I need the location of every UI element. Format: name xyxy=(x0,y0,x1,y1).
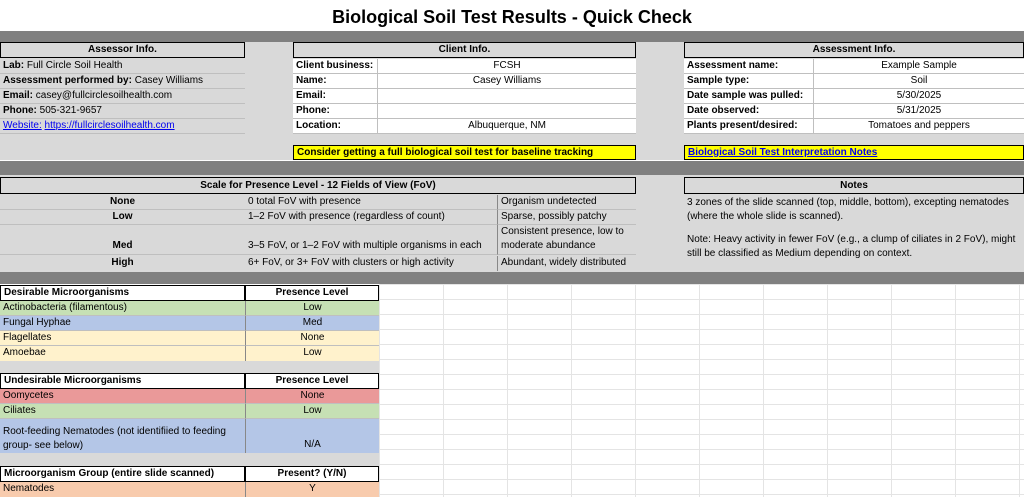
undesirable-level-ciliates[interactable]: Low xyxy=(245,404,379,419)
spacer-1 xyxy=(0,361,379,373)
client-phone-label: Phone: xyxy=(293,104,378,119)
notes-text-2: Note: Heavy activity in fewer FoV (e.g., a clump of ciliates in 2 FoV), might still be classified as Medium depending on context. xyxy=(687,234,1016,259)
assessor-phone-row xyxy=(0,104,245,119)
scale-level-none: None xyxy=(0,195,245,210)
empty-sheet-grid xyxy=(379,284,1024,497)
group-header: Microorganism Group (entire slide scanned) xyxy=(0,466,245,482)
desirable-row-fungal-hyphae: Fungal Hyphae xyxy=(0,316,245,331)
client-business-value[interactable]: FCSH xyxy=(378,59,636,74)
notes-text-1: 3 zones of the slide scanned (top, middle, bottom), excepting nematodes (where the whole slide is scanned). xyxy=(687,197,1009,222)
undesirable-level-header: Presence Level xyxy=(245,373,379,389)
desirable-level-flagellates[interactable]: None xyxy=(245,331,379,346)
assessor-lab-row xyxy=(0,59,245,74)
undesirable-level-root-nematodes[interactable]: N/A xyxy=(245,419,379,453)
notes-header: Notes xyxy=(684,177,1024,194)
assessment-type-label: Sample type: xyxy=(684,74,814,89)
scale-criteria-med: 3–5 FoV, or 1–2 FoV with multiple organisms in each xyxy=(245,225,497,255)
client-location-label: Location: xyxy=(293,119,378,134)
client-name-label: Name: xyxy=(293,74,378,89)
assessment-pulled-label: Date sample was pulled: xyxy=(684,89,814,104)
assessor-lab-value: Full Circle Soil Health xyxy=(26,60,123,71)
assessor-website-link[interactable]: https://fullcirclesoilhealth.com xyxy=(44,120,175,131)
client-location-value[interactable]: Albuquerque, NM xyxy=(378,119,636,134)
client-phone-value[interactable] xyxy=(378,104,636,119)
scale-criteria-low: 1–2 FoV with presence (regardless of count) xyxy=(245,210,497,225)
client-note: Consider getting a full biological soil test for baseline tracking xyxy=(293,145,636,160)
undesirable-row-ciliates: Ciliates xyxy=(0,404,245,419)
assessment-plants-label: Plants present/desired: xyxy=(684,119,814,134)
desirable-row-amoebae: Amoebae xyxy=(0,346,245,361)
client-email-label: Email: xyxy=(293,89,378,104)
assessment-observed-value[interactable]: 5/31/2025 xyxy=(814,104,1024,119)
client-business-label: Client business: xyxy=(293,59,378,74)
page-title: Biological Soil Test Results - Quick Check xyxy=(332,7,692,27)
desirable-row-flagellates: Flagellates xyxy=(0,331,245,346)
desirable-row-actinobacteria: Actinobacteria (filamentous) xyxy=(0,301,245,316)
desirable-level-header: Presence Level xyxy=(245,285,379,301)
interpretation-notes-link[interactable]: Biological Soil Test Interpretation Notes xyxy=(688,147,878,158)
scale-meaning-high: Abundant, widely distributed xyxy=(497,256,636,271)
assessor-phone-label: Phone: xyxy=(3,105,37,116)
assessor-phone-value: 505-321-9657 xyxy=(39,105,102,116)
desirable-header: Desirable Microorganisms xyxy=(0,285,245,301)
assessment-name-label: Assessment name: xyxy=(684,59,814,74)
assessor-performed-label: Assessment performed by: xyxy=(3,75,132,86)
scale-level-high: High xyxy=(111,257,134,268)
section-divider-2 xyxy=(0,272,1024,284)
assessment-table xyxy=(684,59,1024,134)
assessor-lab-label: Lab: xyxy=(3,60,25,71)
group-row-nematodes: Nematodes xyxy=(0,482,245,497)
desirable-level-actinobacteria[interactable]: Low xyxy=(245,301,379,316)
assessment-type-value[interactable]: Soil xyxy=(814,74,1024,89)
assessor-email-label: Email: xyxy=(3,90,34,101)
assessor-website-row xyxy=(0,119,245,134)
client-header: Client Info. xyxy=(293,42,636,58)
scale-header: Scale for Presence Level - 12 Fields of View (FoV) xyxy=(0,177,636,194)
assessor-header: Assessor Info. xyxy=(0,42,245,58)
interpretation-notes-cell xyxy=(684,145,1024,160)
section-divider-1 xyxy=(0,161,1024,175)
assessment-pulled-value[interactable]: 5/30/2025 xyxy=(814,89,1024,104)
undesirable-level-oomycetes[interactable]: None xyxy=(245,389,379,404)
group-present-nematodes[interactable]: Y xyxy=(245,482,379,497)
scale-meaning-low: Sparse, possibly patchy xyxy=(497,210,636,225)
scale-criteria-none: 0 total FoV with presence xyxy=(245,195,497,210)
desirable-level-amoebae[interactable]: Low xyxy=(245,346,379,361)
scale-level-med: Med xyxy=(0,225,245,255)
assessment-header: Assessment Info. xyxy=(684,42,1024,58)
undesirable-header: Undesirable Microorganisms xyxy=(0,373,245,389)
assessor-performed-row xyxy=(0,74,245,89)
scale-meaning-none: Organism undetected xyxy=(497,195,636,210)
assessor-performed-value: Casey Williams xyxy=(134,75,204,86)
undesirable-row-root-nematodes: Root-feeding Nematodes (not identifiied to feeding group- see below) xyxy=(0,419,245,453)
desirable-level-fungal-hyphae[interactable]: Med xyxy=(245,316,379,331)
group-present-header: Present? (Y/N) xyxy=(245,466,379,482)
client-name-value[interactable]: Casey Williams xyxy=(378,74,636,89)
client-email-value[interactable] xyxy=(378,89,636,104)
title-divider xyxy=(0,31,1024,42)
scale-level-low: Low xyxy=(0,210,245,225)
scale-meaning-med: Consistent presence, low to moderate abundance xyxy=(497,225,636,255)
scale-criteria-high: 6+ FoV, or 3+ FoV with clusters or high activity xyxy=(248,257,454,268)
assessor-website-label[interactable]: Website: xyxy=(3,120,42,131)
assessment-name-value[interactable]: Example Sample xyxy=(814,59,1024,74)
assessment-plants-value[interactable]: Tomatoes and peppers xyxy=(814,119,1024,134)
assessment-observed-label: Date observed: xyxy=(684,104,814,119)
spacer-2 xyxy=(0,453,379,466)
client-table xyxy=(293,59,636,134)
undesirable-row-oomycetes: Oomycetes xyxy=(0,389,245,404)
assessor-email-value[interactable]: casey@fullcirclesoilhealth.com xyxy=(35,90,173,101)
assessor-email-row xyxy=(0,89,245,104)
